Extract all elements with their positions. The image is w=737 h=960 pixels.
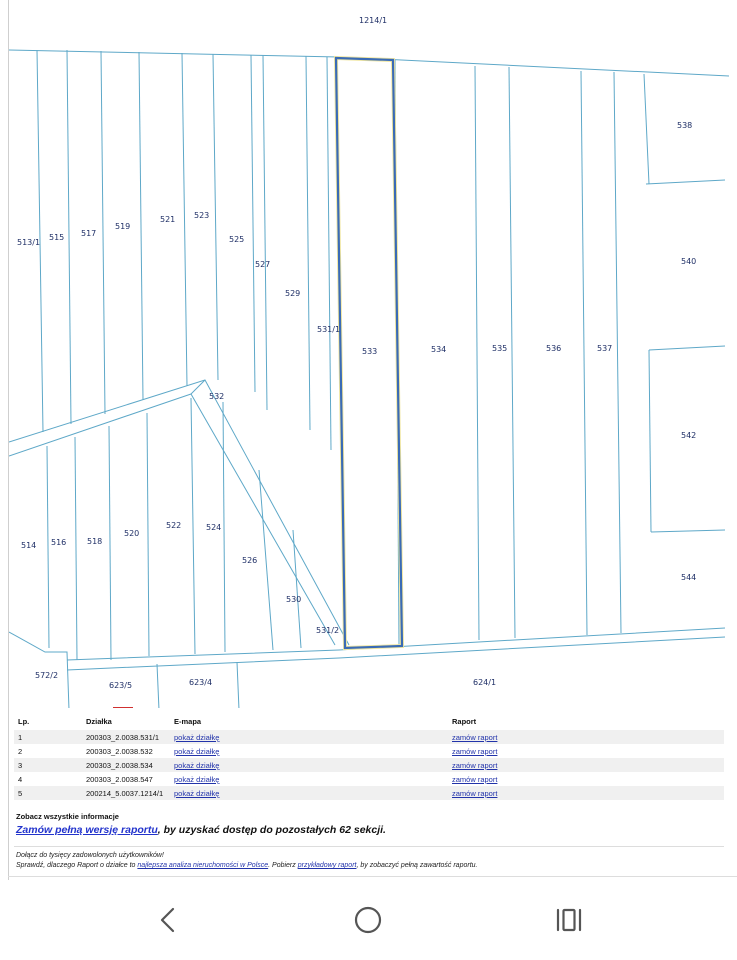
parcel-label: 524 [206, 523, 222, 532]
header-raport: Raport [452, 716, 477, 726]
divider [14, 846, 724, 847]
parcel-label: 518 [87, 537, 103, 546]
parcel-table [14, 712, 724, 800]
order-rest-text: , by uzyskać dostęp do pozostałych 62 sekcji. [157, 824, 386, 836]
best-analysis-link[interactable]: najlepsza analiza nieruchomości w Polsce [137, 862, 269, 869]
parcel-label: 534 [431, 345, 447, 354]
order-report-link[interactable]: zamów raport [452, 760, 498, 770]
parcel-label: 530 [286, 595, 302, 604]
table-row [14, 786, 724, 800]
cell-lp: 5 [14, 786, 82, 800]
parcel-label: 532 [209, 392, 225, 401]
parcel-label: 523 [194, 211, 210, 220]
parcel-label: 540 [681, 257, 697, 266]
table-row [14, 772, 724, 786]
parcel-label: 529 [285, 289, 301, 298]
parcel-label: 623/4 [189, 678, 213, 687]
order-report-link[interactable]: zamów raport [452, 788, 498, 798]
cell-dzialka: 200303_2.0038.532 [86, 746, 153, 756]
table-row [14, 758, 724, 772]
show-parcel-link[interactable]: pokaż działkę [174, 774, 220, 784]
back-icon [158, 907, 178, 933]
parcel-label: 536 [546, 344, 562, 353]
order-full-report [16, 824, 386, 836]
home-button[interactable] [343, 900, 393, 940]
table-row [14, 744, 724, 758]
parcel-label: 517 [81, 229, 97, 238]
parcel-label: 514 [21, 541, 37, 550]
parcel-label: 623/5 [109, 681, 133, 690]
cell-dzialka: 200303_2.0038.534 [82, 758, 170, 772]
show-parcel-link[interactable]: pokaż działkę [174, 732, 220, 742]
back-button[interactable] [143, 900, 193, 940]
table-header-row [14, 712, 724, 730]
parcel-label: 533 [362, 347, 378, 356]
cell-lp: 3 [14, 758, 82, 772]
show-parcel-link[interactable]: pokaż działkę [174, 788, 220, 798]
order-full-report-link[interactable]: Zamów pełną wersję raportu [16, 824, 158, 836]
header-lp: Lp. [18, 716, 30, 726]
order-report-link[interactable]: zamów raport [452, 732, 498, 742]
see-all-info-heading: Zobacz wszystkie informacje [16, 812, 119, 821]
parcel-label: 535 [492, 344, 508, 353]
cell-lp: 1 [14, 730, 82, 744]
order-report-link[interactable]: zamów raport [452, 746, 498, 756]
recents-icon [555, 907, 583, 933]
why-text: Sprawdź, dlaczego Raport o działce to najlepsza analiza nieruchomości w Polsce. Pobierz przykładowy raport, by zobaczyć pełną zawartość raportu. [16, 862, 478, 869]
show-parcel-link[interactable]: pokaż działkę [174, 746, 220, 756]
parcel-label: 542 [681, 431, 697, 440]
parcel-label: 515 [49, 233, 65, 242]
divider [8, 876, 737, 877]
parcel-label: 521 [160, 215, 176, 224]
cell-dzialka: 200214_5.0037.1214/1 [82, 786, 170, 800]
sample-report-link[interactable]: przykładowy raport [297, 862, 357, 869]
parcel-label: 537 [597, 344, 613, 353]
parcel-map-svg [9, 0, 737, 708]
show-parcel-link[interactable]: pokaż działkę [174, 760, 220, 770]
header-emapa: E-mapa [174, 716, 202, 726]
parcel-label: 538 [677, 121, 693, 130]
table-row [14, 730, 724, 744]
order-report-link[interactable]: zamów raport [452, 774, 498, 784]
parcel-label: 525 [229, 235, 245, 244]
parcel-label: 544 [681, 573, 697, 582]
parcel-label: 572/2 [35, 671, 59, 680]
parcel-label: 522 [166, 521, 182, 530]
parcel-label: 519 [115, 222, 131, 231]
cell-dzialka: 200303_2.0038.531/1 [82, 730, 170, 744]
parcel-label: 520 [124, 529, 140, 538]
parcel-label: 1214/1 [359, 16, 388, 25]
parcel-label: 513/1 [17, 238, 41, 247]
header-dzialka: Działka [86, 716, 112, 726]
parcel-map[interactable] [9, 0, 737, 708]
android-navigation-bar [0, 880, 737, 960]
parcel-label: 531/2 [316, 626, 340, 635]
cell-dzialka: 200303_2.0038.547 [86, 774, 153, 784]
parcel-label: 526 [242, 556, 258, 565]
cell-lp: 2 [18, 746, 23, 756]
home-icon [353, 905, 383, 935]
parcel-label: 516 [51, 538, 67, 547]
left-border [0, 0, 9, 880]
parcel-label: 527 [255, 260, 271, 269]
join-text: Dołącz do tysięcy zadowolonych użytkowników! [16, 852, 164, 859]
recents-button[interactable] [544, 900, 594, 940]
cell-lp: 4 [18, 774, 23, 784]
parcel-label: 624/1 [473, 678, 497, 687]
parcel-label: 531/1 [317, 325, 341, 334]
